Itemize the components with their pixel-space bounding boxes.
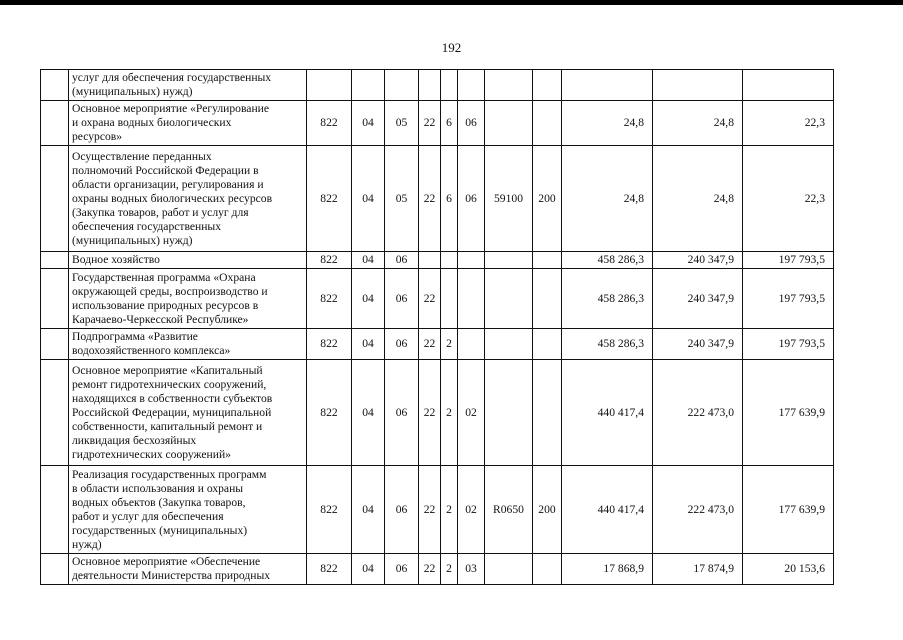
item-name-cell: Подпрограмма «Развитие водохозяйственного комплекса»: [69, 329, 307, 360]
table-row: [41, 146, 834, 252]
item-name-cell: Реализация государственных программ в области использования и охраны водных объектов (Закупка товаров, работ и услуг для обеспечения государственных (муниципальных) нужд): [69, 466, 307, 554]
scan-top-border: [0, 0, 903, 5]
amount-2017-cell: 24,8: [562, 101, 653, 146]
table-row: [41, 360, 834, 466]
amount-2017-cell: 440 417,4: [562, 466, 653, 554]
section-cell: 04: [352, 329, 385, 360]
program-cell: [419, 70, 441, 101]
section-cell: 04: [352, 146, 385, 252]
row-index-cell: [41, 269, 69, 329]
amount-2017-cell: 458 286,3: [562, 329, 653, 360]
table-body: [41, 70, 834, 585]
expense-type-cell: [533, 554, 562, 585]
admin-code-cell: 822: [307, 329, 352, 360]
table-row: [41, 269, 834, 329]
table-row: [41, 101, 834, 146]
amount-2019-cell: 197 793,5: [743, 252, 834, 269]
direction-cell: [485, 269, 533, 329]
row-index-cell: [41, 70, 69, 101]
page-number: 192: [441, 40, 462, 55]
direction-cell: [485, 101, 533, 146]
program-cell: 22: [419, 101, 441, 146]
direction-cell: [485, 554, 533, 585]
direction-cell: [485, 70, 533, 101]
subprogram-cell: 6: [441, 146, 458, 252]
subprogram-cell: [441, 269, 458, 329]
subprogram-cell: 2: [441, 554, 458, 585]
amount-2018-cell: [653, 70, 743, 101]
item-name-cell: Водное хозяйство: [69, 252, 307, 269]
amount-2019-cell: 177 639,9: [743, 360, 834, 466]
subsection-cell: 06: [385, 252, 419, 269]
item-name-cell: Государственная программа «Охрана окружающей среды, воспроизводство и использование природных ресурсов в Карачаево-Черкесской Республике»: [69, 269, 307, 329]
subsection-cell: [385, 70, 419, 101]
amount-2019-cell: 22,3: [743, 146, 834, 252]
table-row: [41, 329, 834, 360]
amount-2017-cell: 17 868,9: [562, 554, 653, 585]
item-name-cell: Осуществление переданных полномочий Российской Федерации в области организации, регулирования и охраны водных биологических ресурсов (Закупка товаров, работ и услуг для обеспечения государственных (муниципальных) нужд): [69, 146, 307, 252]
subprogram-cell: [441, 252, 458, 269]
subprogram-cell: [441, 70, 458, 101]
program-cell: 22: [419, 269, 441, 329]
expense-type-cell: 200: [533, 146, 562, 252]
expense-type-cell: 200: [533, 466, 562, 554]
event-cell: [458, 252, 485, 269]
program-cell: 22: [419, 360, 441, 466]
amount-2019-cell: 22,3: [743, 101, 834, 146]
direction-cell: [485, 329, 533, 360]
row-index-cell: [41, 329, 69, 360]
item-name-cell: Основное мероприятие «Капитальный ремонт гидротехнических сооружений, находящихся в собственности субъектов Российской Федерации, муниципальной собственности, капитальный ремонт и ликвидация бесхозяйных гидротехнических сооружений»: [69, 360, 307, 466]
program-cell: 22: [419, 554, 441, 585]
row-index-cell: [41, 101, 69, 146]
program-cell: 22: [419, 146, 441, 252]
row-index-cell: [41, 146, 69, 252]
admin-code-cell: 822: [307, 269, 352, 329]
admin-code-cell: 822: [307, 360, 352, 466]
admin-code-cell: 822: [307, 466, 352, 554]
expense-type-cell: [533, 329, 562, 360]
expense-type-cell: [533, 101, 562, 146]
direction-cell: [485, 360, 533, 466]
subsection-cell: 06: [385, 269, 419, 329]
item-name-cell: Основное мероприятие «Регулирование и охрана водных биологических ресурсов»: [69, 101, 307, 146]
row-index-cell: [41, 466, 69, 554]
event-cell: 02: [458, 360, 485, 466]
amount-2017-cell: 24,8: [562, 146, 653, 252]
program-cell: 22: [419, 329, 441, 360]
row-index-cell: [41, 360, 69, 466]
event-cell: [458, 329, 485, 360]
amount-2018-cell: 24,8: [653, 146, 743, 252]
amount-2017-cell: 458 286,3: [562, 252, 653, 269]
subsection-cell: 05: [385, 146, 419, 252]
budget-table: [40, 69, 834, 585]
row-index-cell: [41, 252, 69, 269]
admin-code-cell: 822: [307, 146, 352, 252]
table-row: [41, 252, 834, 269]
subprogram-cell: 2: [441, 466, 458, 554]
amount-2017-cell: 458 286,3: [562, 269, 653, 329]
subsection-cell: 06: [385, 466, 419, 554]
amount-2018-cell: 240 347,9: [653, 269, 743, 329]
subsection-cell: 06: [385, 554, 419, 585]
section-cell: 04: [352, 269, 385, 329]
event-cell: [458, 70, 485, 101]
table-row: [41, 70, 834, 101]
amount-2017-cell: [562, 70, 653, 101]
row-index-cell: [41, 554, 69, 585]
direction-cell: R0650: [485, 466, 533, 554]
event-cell: 02: [458, 466, 485, 554]
amount-2018-cell: 24,8: [653, 101, 743, 146]
direction-cell: [485, 252, 533, 269]
subsection-cell: 05: [385, 101, 419, 146]
amount-2018-cell: 240 347,9: [653, 329, 743, 360]
admin-code-cell: 822: [307, 101, 352, 146]
admin-code-cell: 822: [307, 252, 352, 269]
amount-2018-cell: 222 473,0: [653, 360, 743, 466]
subsection-cell: 06: [385, 360, 419, 466]
amount-2018-cell: 17 874,9: [653, 554, 743, 585]
section-cell: 04: [352, 360, 385, 466]
expense-type-cell: [533, 269, 562, 329]
amount-2019-cell: 197 793,5: [743, 269, 834, 329]
expense-type-cell: [533, 360, 562, 466]
item-name-cell: Основное мероприятие «Обеспечение деятельности Министерства природных: [69, 554, 307, 585]
amount-2019-cell: [743, 70, 834, 101]
section-cell: 04: [352, 101, 385, 146]
table-row: [41, 466, 834, 554]
amount-2019-cell: 177 639,9: [743, 466, 834, 554]
section-cell: 04: [352, 252, 385, 269]
subprogram-cell: 2: [441, 360, 458, 466]
event-cell: 06: [458, 146, 485, 252]
amount-2019-cell: 20 153,6: [743, 554, 834, 585]
program-cell: 22: [419, 466, 441, 554]
admin-code-cell: 822: [307, 554, 352, 585]
amount-2018-cell: 240 347,9: [653, 252, 743, 269]
subprogram-cell: 2: [441, 329, 458, 360]
event-cell: 03: [458, 554, 485, 585]
subprogram-cell: 6: [441, 101, 458, 146]
section-cell: [352, 70, 385, 101]
expense-type-cell: [533, 252, 562, 269]
section-cell: 04: [352, 466, 385, 554]
subsection-cell: 06: [385, 329, 419, 360]
event-cell: [458, 269, 485, 329]
item-name-cell: услуг для обеспечения государственных (муниципальных) нужд): [69, 70, 307, 101]
program-cell: [419, 252, 441, 269]
event-cell: 06: [458, 101, 485, 146]
section-cell: 04: [352, 554, 385, 585]
amount-2019-cell: 197 793,5: [743, 329, 834, 360]
direction-cell: 59100: [485, 146, 533, 252]
admin-code-cell: [307, 70, 352, 101]
amount-2018-cell: 222 473,0: [653, 466, 743, 554]
table-row: [41, 554, 834, 585]
expense-type-cell: [533, 70, 562, 101]
amount-2017-cell: 440 417,4: [562, 360, 653, 466]
